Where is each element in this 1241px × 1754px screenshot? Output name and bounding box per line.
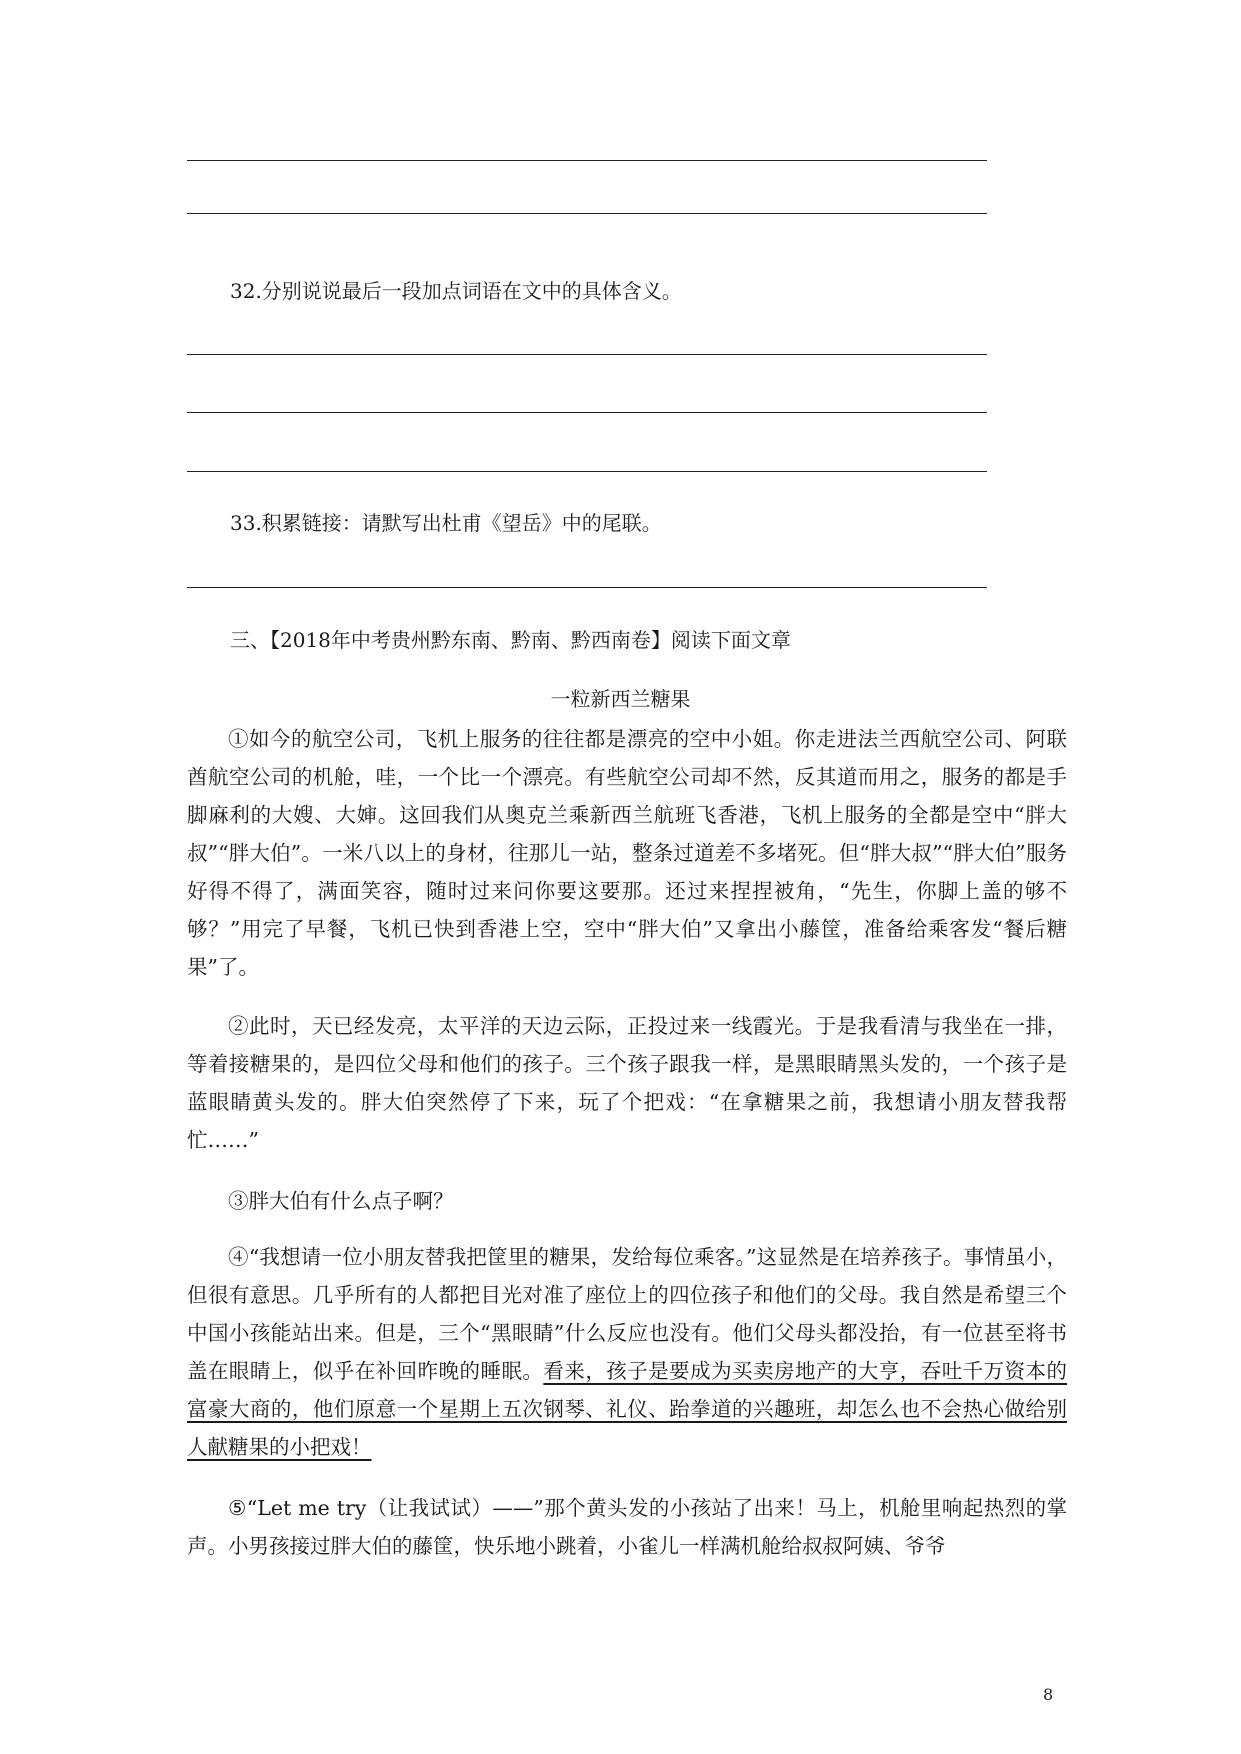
paragraph-4-text: ④“我想请一位小朋友替我把筐里的糖果，发给每位乘客。”这显然是在培养孩子。事情虽小，但很有意思。几乎所有的人都把目光对准了座位上的四位孩子和他们的父母。我自然是希望三个中国小孩能站出来。但是，三个“黑眼睛”什么反应也没有。他们父母头都没抬，有一位甚至将书盖在眼睛上，似乎在补回昨晚的睡眠。: [187, 1245, 1067, 1383]
page-number: 8: [1043, 1685, 1054, 1704]
underlined-sentence: 看来，孩子是要成为买卖房地产的大亨，吞吐千万资本的富豪大商的，他们原意一个星期上五次钢琴、礼仪、跆拳道的兴趣班，却怎么也不会热心做给别人献糖果的小把戏！: [187, 1359, 1068, 1459]
answer-line: [187, 587, 987, 588]
answer-line: [187, 160, 987, 161]
answer-line: [187, 412, 987, 413]
answer-line: [187, 213, 987, 214]
paragraph-2: ②此时，天已经发亮，太平洋的天边云际，正投过来一线霞光。于是我看清与我坐在一排，等着接糖果的，是四位父母和他们的孩子。三个孩子跟我一样，是黑眼睛黑头发的，一个孩子是蓝眼睛黄头发的。胖大伯突然停了下来，玩了个把戏：“在拿糖果之前，我想请小朋友替我帮忙……”: [187, 1014, 1067, 1152]
question-33: 33.积累链接：请默写出杜甫《望岳》中的尾联。: [230, 511, 662, 535]
paragraph-1: ①如今的航空公司，飞机上服务的往往都是漂亮的空中小姐。你走进法兰西航空公司、阿联酋航空公司的机舱，哇，一个比一个漂亮。有些航空公司却不然，反其道而用之，服务的都是手脚麻利的大嫂、大婶。这回我们从奥克兰乘新西兰航班飞香港，飞机上服务的全都是空中“胖大叔”“胖大伯”。一米八以上的身材，往那儿一站，整条过道差不多堵死。但“胖大叔”“胖大伯”服务好得不得了，满面笑容，随时过来问你要这要那。还过来捏捏被角，“先生，你脚上盖的够不够？”用完了早餐，飞机已快到香港上空，空中“胖大伯”又拿出小藤筐，准备给乘客发“餐后糖果”了。: [187, 727, 1067, 979]
answer-line: [187, 471, 987, 472]
article-title: 一粒新西兰糖果: [550, 687, 691, 711]
paragraph-5: ⑤“Let me try（让我试试）——”那个黄头发的小孩站了出来！马上，机舱里响起热烈的掌声。小男孩接过胖大伯的藤筐，快乐地小跳着，小雀儿一样满机舱给叔叔阿姨、爷爷: [187, 1496, 1067, 1558]
question-32: 32.分别说说最后一段加点词语在文中的具体含义。: [230, 279, 682, 303]
section-heading: 三、【2018年中考贵州黔东南、黔南、黔西南卷】阅读下面文章: [230, 628, 791, 652]
paragraph-4: [187, 1238, 1067, 1466]
answer-line: [187, 354, 987, 355]
paragraph-3: ③胖大伯有什么点子啊？: [228, 1189, 454, 1213]
